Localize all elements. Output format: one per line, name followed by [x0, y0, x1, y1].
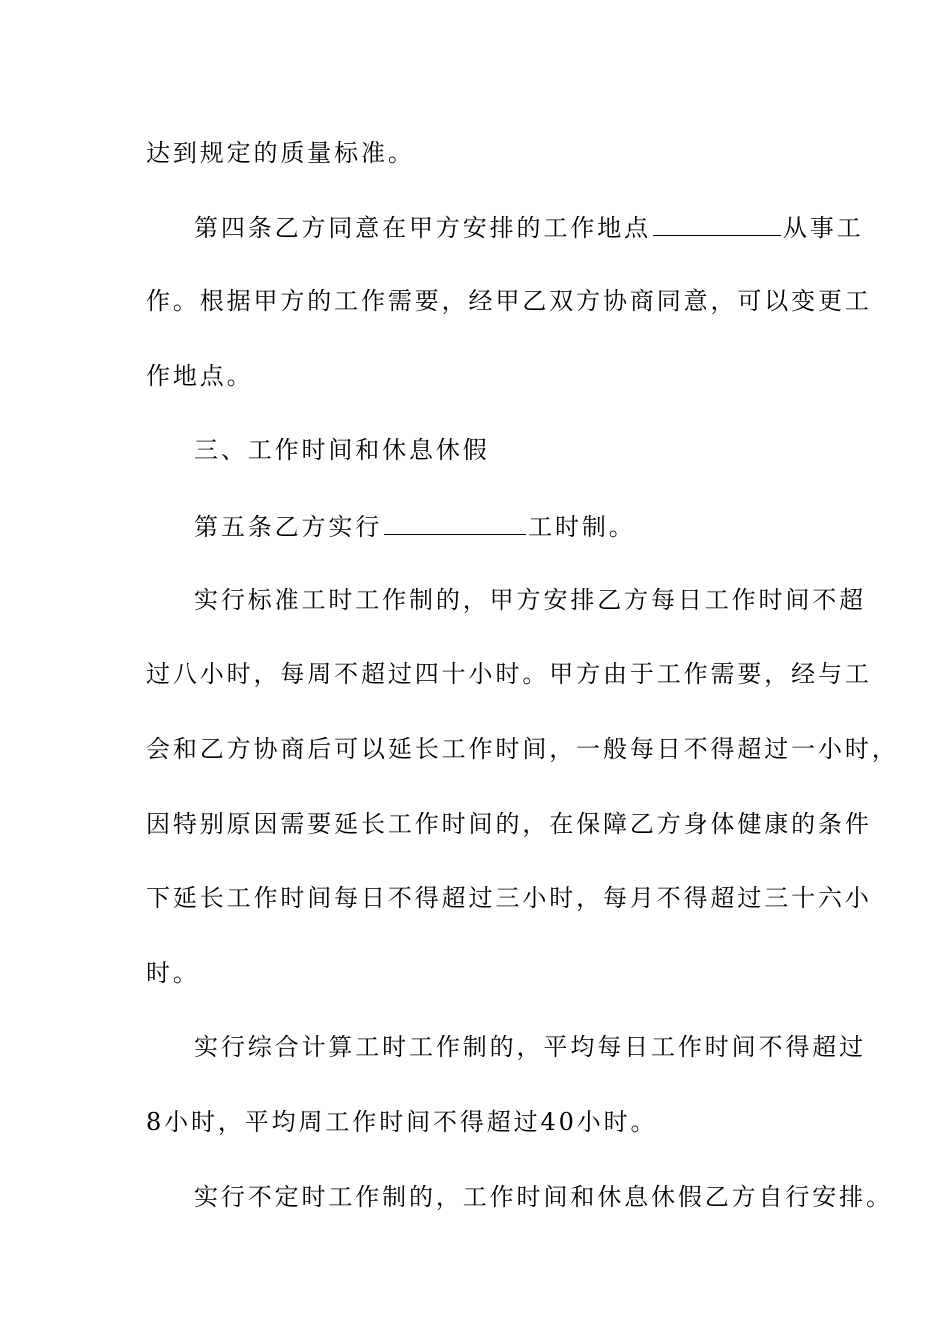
- text-line: [194, 1182, 893, 1212]
- text-line-content: 实行标准工时工作制的，甲方安排乙方每日工作时间不超: [194, 586, 866, 614]
- text-line: [146, 1107, 657, 1137]
- section-heading-text: 三、工作时间和休息休假: [194, 436, 490, 464]
- text-line: [146, 659, 872, 689]
- text-line-content: 因特别原因需要延长工作时间的，在保障乙方身体健康的条件: [146, 810, 872, 838]
- article-5-text: 第五条乙方实行: [194, 513, 383, 541]
- article-4-text: 第四条乙方同意在甲方安排的工作地点: [194, 214, 651, 242]
- article-4-line: [194, 211, 864, 243]
- text-line: [194, 1032, 866, 1062]
- text-line-content: 时。: [146, 959, 200, 987]
- text-line-content: 下延长工作时间每日不得超过三小时，每月不得超过三十六小: [146, 884, 872, 912]
- text-line-content: 会和乙方协商后可以延长工作时间，一般每日不得超过一小时，: [146, 735, 899, 763]
- text-line-content: 作。根据甲方的工作需要，经甲乙双方协商同意，可以变更工: [146, 287, 872, 315]
- text-line-content: 实行不定时工作制的，工作时间和休息休假乙方自行安排。: [194, 1183, 893, 1211]
- text-line: [146, 138, 415, 168]
- text-line: [194, 585, 866, 615]
- text-line: [146, 809, 872, 839]
- text-line: [146, 958, 200, 988]
- text-line-content: 实行综合计算工时工作制的，平均每日工作时间不得超过: [194, 1033, 866, 1061]
- text-line: [146, 361, 254, 391]
- work-location-blank: [653, 211, 781, 236]
- text-line-content: 过八小时，每周不超过四十小时。甲方由于工作需要，经与工: [146, 660, 872, 688]
- text-line-content: 作地点。: [146, 362, 254, 390]
- text-line: [146, 734, 899, 764]
- section-heading: [194, 435, 490, 465]
- article-5-line: [194, 510, 636, 542]
- work-hours-system-blank: [384, 510, 526, 535]
- text-line-content: 达到规定的质量标准。: [146, 139, 415, 167]
- text-line-content: 8小时，平均周工作时间不得超过40小时。: [146, 1108, 658, 1136]
- article-5-text-end: 工时制。: [528, 513, 636, 541]
- text-line: [146, 286, 872, 316]
- article-4-text-end: 从事工: [782, 214, 864, 242]
- text-line: [146, 883, 872, 913]
